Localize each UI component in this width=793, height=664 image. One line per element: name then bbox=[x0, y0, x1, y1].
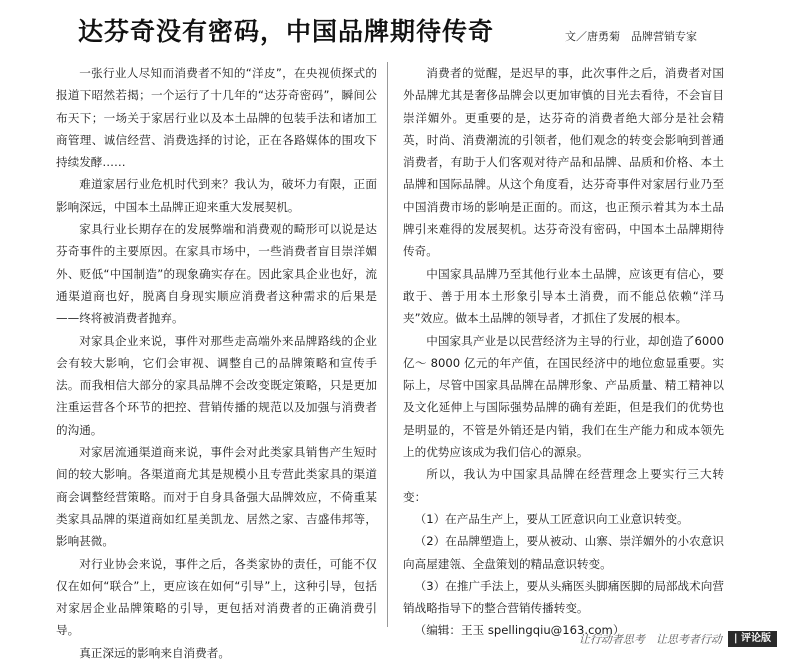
page-footer bbox=[579, 631, 777, 647]
paragraph: 难道家居行业危机时代到来？我认为，破坏力有限，正面影响深远，中国本土品牌正迎来重大发展契机。 bbox=[56, 177, 377, 214]
left-column bbox=[56, 62, 377, 664]
paragraph: 对家具企业来说，事件对那些走高端外来品牌路线的企业会有较大影响，它们会审视、调整自己的品牌策略和宣传手法。而我相信大部分的家具品牌不会改变既定策略，只是更加注重运营各个环节的把控、营销传播的规范以及加强与消费者的沟通。 bbox=[56, 333, 377, 437]
paragraph: 对行业协会来说，事件之后，各类家协的责任，可能不仅仅在如何“联合”上，更应该在如何“引导”上，这种引导，包括对家居企业品牌策略的引导，更包括对消费者的正确消费引导。 bbox=[56, 556, 377, 638]
paragraph: 一张行业人尽知而消费者不知的“洋皮”，在央视侦探式的报道下昭然若揭；一个运行了十几年的“达芬奇密码”，瞬间公布天下；一场关于家居行业以及本土品牌的包装手法和诸加工商管理、诚信经营、消费选择的讨论，正在各路媒体的围攻下持续发酵…… bbox=[56, 66, 377, 170]
paragraph: 中国家具产业是以民营经济为主导的行业，却创造了6000 亿～ 8000 亿元的年产值，在国民经济中的地位愈显重要。实际上，尽管中国家具品牌在品牌形象、产品质量、精工精神以及文化延伸上与国际强势品牌的确有差距，但是我们的优势也是明显的，不管是外销还是内销，我们在生产能力和成本领先上的优势应该成为我们信心的源泉。 bbox=[403, 333, 724, 460]
paragraph: 消费者的觉醒，是迟早的事，此次事件之后，消费者对国外品牌尤其是奢侈品牌会以更加审慎的目光去看待，不会盲目崇洋媚外。更重要的是，达芬奇的消费者绝大部分是社会精英，时尚、消费潮流的引领者，他们观念的转变会影响到普通消费者，有助于人们客观对待产品和品牌、品质和价格、本土品牌和国际品牌。从这个角度看，达芬奇事件对家居行业乃至中国消费市场的影响是正面的。而这，也正预示着其为本土品牌引来难得的发展契机。达芬奇没有密码，中国本土品牌期待传奇。 bbox=[403, 66, 724, 259]
editor-note: （编辑：王玉 spellingqiu@163.com） bbox=[414, 623, 625, 638]
article-title: 达芬奇没有密码，中国品牌期待传奇 bbox=[78, 17, 495, 46]
list-item: （3）在推广手法上，要从头痛医头脚痛医脚的局部战术向营销战略指导下的整合营销传播转变。 bbox=[403, 578, 724, 616]
list-item: （1）在产品生产上，要从工匠意识向工业意识转变。 bbox=[414, 511, 689, 526]
footer-slogan: 让行动者思考 让思考者行动 bbox=[578, 633, 722, 646]
list-item: （2）在品牌塑造上，要从被动、山寨、崇洋媚外的小农意识向高屋建瓴、全盘策划的精品意识转变。 bbox=[403, 534, 724, 571]
paragraph: 真正深远的影响来自消费者。 bbox=[79, 645, 230, 660]
paragraph: 家具行业长期存在的发展弊端和消费观的畸形可以说是达芬奇事件的主要原因。在家具市场中，一些消费者盲目崇洋媚外、贬低“中国制造”的现象确实存在。因此家具企业也好，流通渠道商也好，脱离自身现实顺应消费者这种需求的后果是——终将被消费者抛弃。 bbox=[56, 222, 377, 326]
right-column bbox=[403, 62, 724, 642]
paragraph: 对家居流通渠道商来说，事件会对此类家具销售产生短时间的较大影响。各渠道商尤其是规模小且专营此类家具的渠道商会调整经营策略。而对于自身具备强大品牌效应，不倚重某类家具品牌的渠道商如红星美凯龙、居然之家、吉盛伟邦等，影响甚微。 bbox=[56, 445, 377, 549]
column-divider bbox=[387, 62, 388, 627]
byline: 文／唐勇菊 品牌营销专家 bbox=[565, 30, 697, 43]
paragraph: 所以，我认为中国家具品牌在经营理念上要实行三大转变： bbox=[403, 467, 724, 504]
paragraph: 中国家具品牌乃至其他行业本土品牌，应该更有信心，要敢于、善于用本土形象引导本土消费，而不能总依赖“洋马夹”效应。做本土品牌的领导者，才抓住了发展的根本。 bbox=[403, 266, 724, 326]
section-tag: | 评论版 bbox=[728, 631, 777, 647]
